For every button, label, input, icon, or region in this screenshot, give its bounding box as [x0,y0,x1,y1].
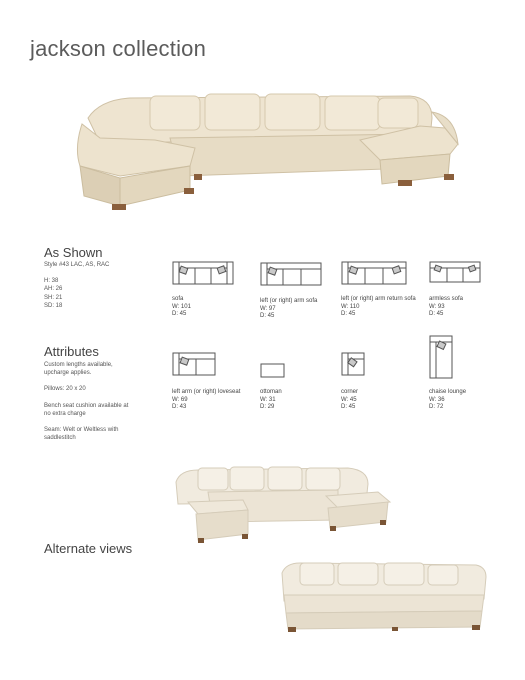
item-width: W: 31 [260,396,276,403]
item-ottoman [260,389,320,412]
item-corner [341,389,401,412]
dim-sh: SH: 21 [44,294,63,301]
hero-sectional-photo [60,88,465,213]
alternate-view-photo-1 [168,462,393,547]
style-number: Style #43 LAC, AS, RAC [44,262,110,268]
dim-h: H: 38 [44,278,59,285]
dim-ah: AH: 26 [44,286,63,293]
item-name: armless sofa [429,296,464,302]
item-depth: D: 45 [341,404,356,411]
as-shown-heading: As Shown [44,245,103,260]
item-width: W: 69 [172,396,188,403]
attributes-list [44,361,128,442]
item-width: W: 93 [429,303,445,310]
attr-line: no extra charge [44,410,86,417]
item-name: left (or right) arm return sofa [341,296,416,302]
as-shown-details [44,261,109,310]
item-arm-return-sofa [341,296,427,319]
item-depth: D: 72 [429,404,444,411]
attr-line: Seam: Welt or Weltless with [44,427,119,434]
ottoman-diagram-icon [260,363,285,378]
item-width: W: 36 [429,396,445,403]
sofa-diagram-icon [172,261,234,285]
item-depth: D: 43 [172,404,187,411]
alternate-views-heading: Alternate views [44,541,133,556]
item-name: chaise lounge [429,389,467,395]
item-depth: D: 45 [260,313,275,320]
item-sofa [172,296,247,319]
item-name: ottoman [260,389,282,395]
item-depth: D: 45 [172,311,187,318]
item-name: left (or right) arm sofa [260,298,318,304]
attr-line: Pillows: 20 x 20 [44,386,86,393]
chaise-lounge-diagram-icon [429,335,453,379]
alternate-view-photo-2 [276,555,491,635]
item-width: W: 110 [341,303,360,310]
item-name: left arm (or right) loveseat [172,389,241,395]
attr-line: saddlestitch [44,435,76,442]
dim-sd: SD: 18 [44,302,63,309]
item-depth: D: 45 [341,311,356,318]
attr-line: Bench seat cushion available at [44,402,129,409]
item-width: W: 45 [341,396,357,403]
item-armless-sofa [429,296,499,319]
attr-line: upcharge applies. [44,370,92,377]
item-arm-sofa [260,298,340,321]
arm-sofa-diagram-icon [260,262,322,286]
armless-sofa-diagram-icon [429,261,481,283]
loveseat-diagram-icon [172,352,216,376]
item-width: W: 97 [260,305,276,312]
corner-diagram-icon [341,352,365,376]
attributes-heading: Attributes [44,344,99,359]
item-depth: D: 45 [429,311,444,318]
item-name: corner [341,389,359,395]
item-width: W: 101 [172,303,191,310]
item-chaise-lounge [429,389,499,412]
page-title: jackson collection [30,36,207,61]
item-depth: D: 29 [260,404,275,411]
arm-return-sofa-diagram-icon [341,261,407,285]
item-loveseat [172,389,257,412]
attr-line: Custom lengths available, [44,362,113,368]
item-name: sofa [172,296,184,302]
